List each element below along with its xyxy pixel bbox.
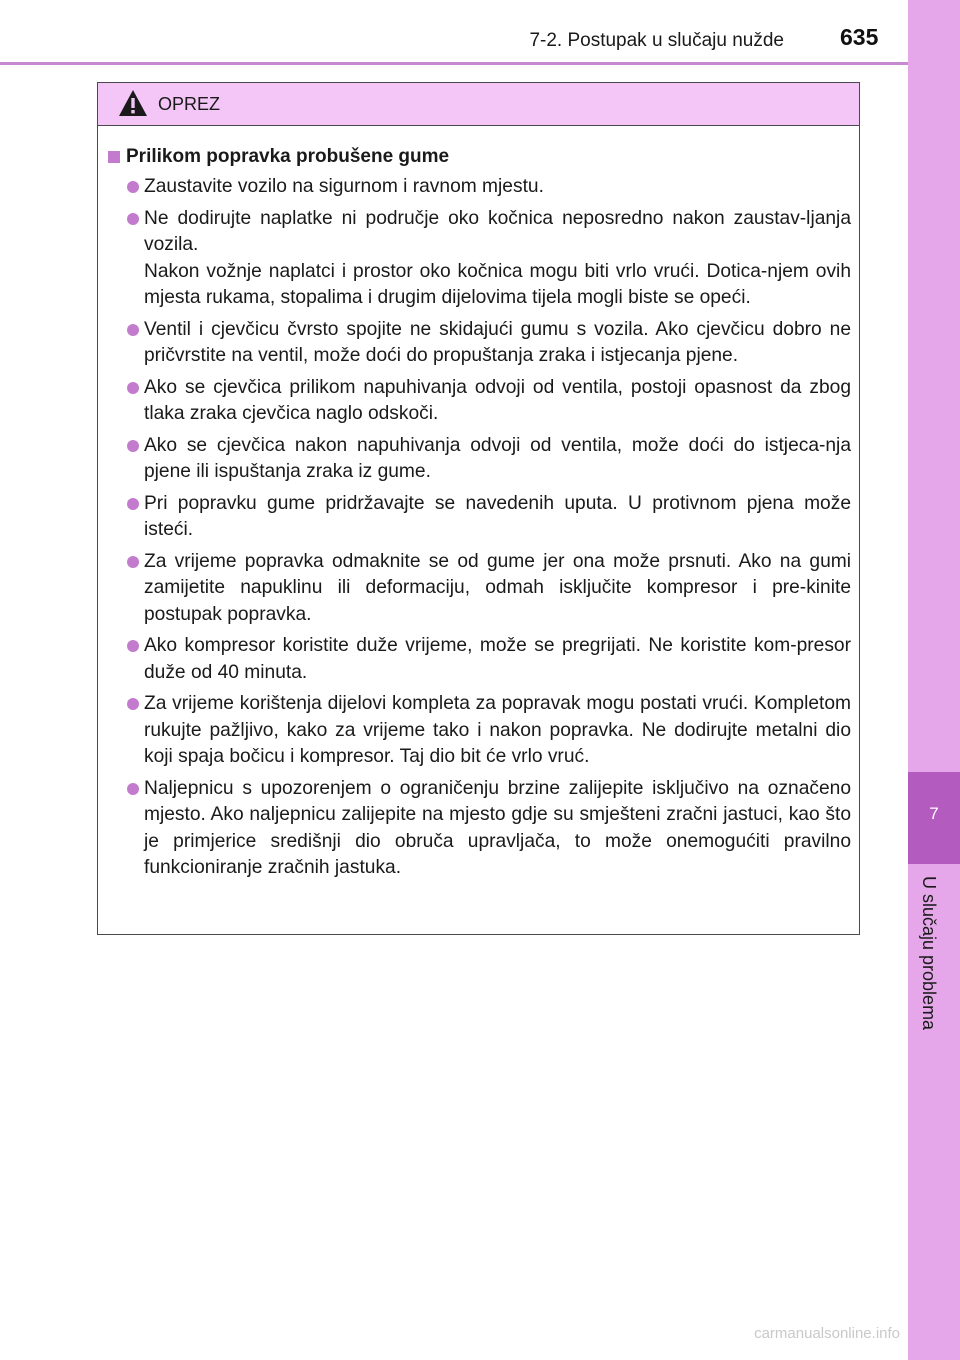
page-number: 635: [840, 24, 879, 50]
list-item-text: Zaustavite vozilo na sigurnom i ravnom mjestu.: [144, 176, 544, 197]
list-item-text: Naljepnicu s upozorenjem o ograničenju brzine zalijepite isključivo na označeno mjesto. Ako naljepnicu zalijepite na mjesto gdje su smješteni zračni jastuci, kao što je primjerice središnji dio obruča upravljača, to može onemogućiti pravilno funkcioniranje zračnih jastuka.: [144, 777, 851, 878]
watermark: carmanualsonline.info: [754, 1325, 900, 1342]
list-item: [106, 633, 851, 686]
list-item-text: Ako se cjevčica nakon napuhivanja odvoji od ventila, može doći do istjeca-nja pjene ili ispuštanja zraka iz gume.: [144, 434, 851, 482]
round-bullet-icon: [127, 440, 139, 452]
list-item-text: Ne dodirujte naplatke ni područje oko kočnica neposredno nakon zaustav-ljanja vozila.: [144, 207, 851, 255]
round-bullet-icon: [127, 324, 139, 336]
section-title-text: Prilikom popravka probušene gume: [126, 146, 450, 167]
list-item: [106, 433, 851, 486]
caution-title: OPREZ: [158, 94, 221, 114]
list-item-text: Ako se cjevčica prilikom napuhivanja odvoji od ventila, postoji opasnost da zbog tlaka zraka cjevčica naglo odskoči.: [144, 376, 851, 424]
list-item: [106, 691, 851, 771]
round-bullet-icon: [127, 640, 139, 652]
section-title: [106, 144, 851, 170]
caution-box: [97, 82, 860, 935]
list-item: [106, 317, 851, 370]
list-item-text: Ventil i cjevčicu čvrsto spojite ne skidajući gumu s vozila. Ako cjevčicu dobro ne pričvrstite na ventil, može doći do propuštanja zraka i istjecanja pjene.: [144, 318, 851, 366]
list-item-text: Nakon vožnje naplatci i prostor oko kočnica mogu biti vrlo vrući. Dotica-njem ovih mjesta rukama, stopalima i drugim dijelovima tijela mogli biste se opeći.: [144, 260, 851, 308]
round-bullet-icon: [127, 181, 139, 193]
chapter-label: U slučaju problema: [919, 876, 939, 1031]
round-bullet-icon: [127, 498, 139, 510]
round-bullet-icon: [127, 783, 139, 795]
round-bullet-icon: [127, 382, 139, 394]
section-heading: 7-2. Postupak u slučaju nužde: [529, 30, 784, 51]
caution-body: [98, 126, 859, 882]
round-bullet-icon: [127, 556, 139, 568]
warning-triangle-icon: [118, 89, 148, 117]
square-bullet-icon: [108, 151, 120, 163]
caution-header: [98, 83, 859, 126]
list-item: [106, 549, 851, 629]
list-item-text: Ako kompresor koristite duže vrijeme, može se pregrijati. Ne koristite kom-presor duže od 40 minuta.: [144, 635, 851, 683]
list-item: [106, 206, 851, 312]
list-item: [106, 174, 851, 201]
caution-list: [106, 174, 851, 882]
chapter-side-tab: [908, 0, 960, 1360]
list-item: [106, 375, 851, 428]
list-item: [106, 776, 851, 882]
round-bullet-icon: [127, 213, 139, 225]
round-bullet-icon: [127, 698, 139, 710]
list-item-text: Pri popravku gume pridržavajte se navedenih uputa. U protivnom pjena može isteći.: [144, 492, 851, 540]
chapter-number: 7: [929, 804, 939, 823]
list-item: [106, 491, 851, 544]
list-item-text: Za vrijeme korištenja dijelovi kompleta za popravak mogu postati vrući. Kompletom rukujte pažljivo, kako za vrijeme tako i nakon popravka. Ne dodirujte metalni dio koji spaja bočicu i kompresor. Taj dio bit će vrlo vruć.: [144, 693, 851, 767]
list-item-text: Za vrijeme popravka odmaknite se od gume jer ona može prsnuti. Ako na gumi zamijetite napuklinu ili deformaciju, odmah isključite kompresor i pre-kinite postupak popravka.: [144, 550, 851, 625]
header-rule: [0, 62, 908, 65]
